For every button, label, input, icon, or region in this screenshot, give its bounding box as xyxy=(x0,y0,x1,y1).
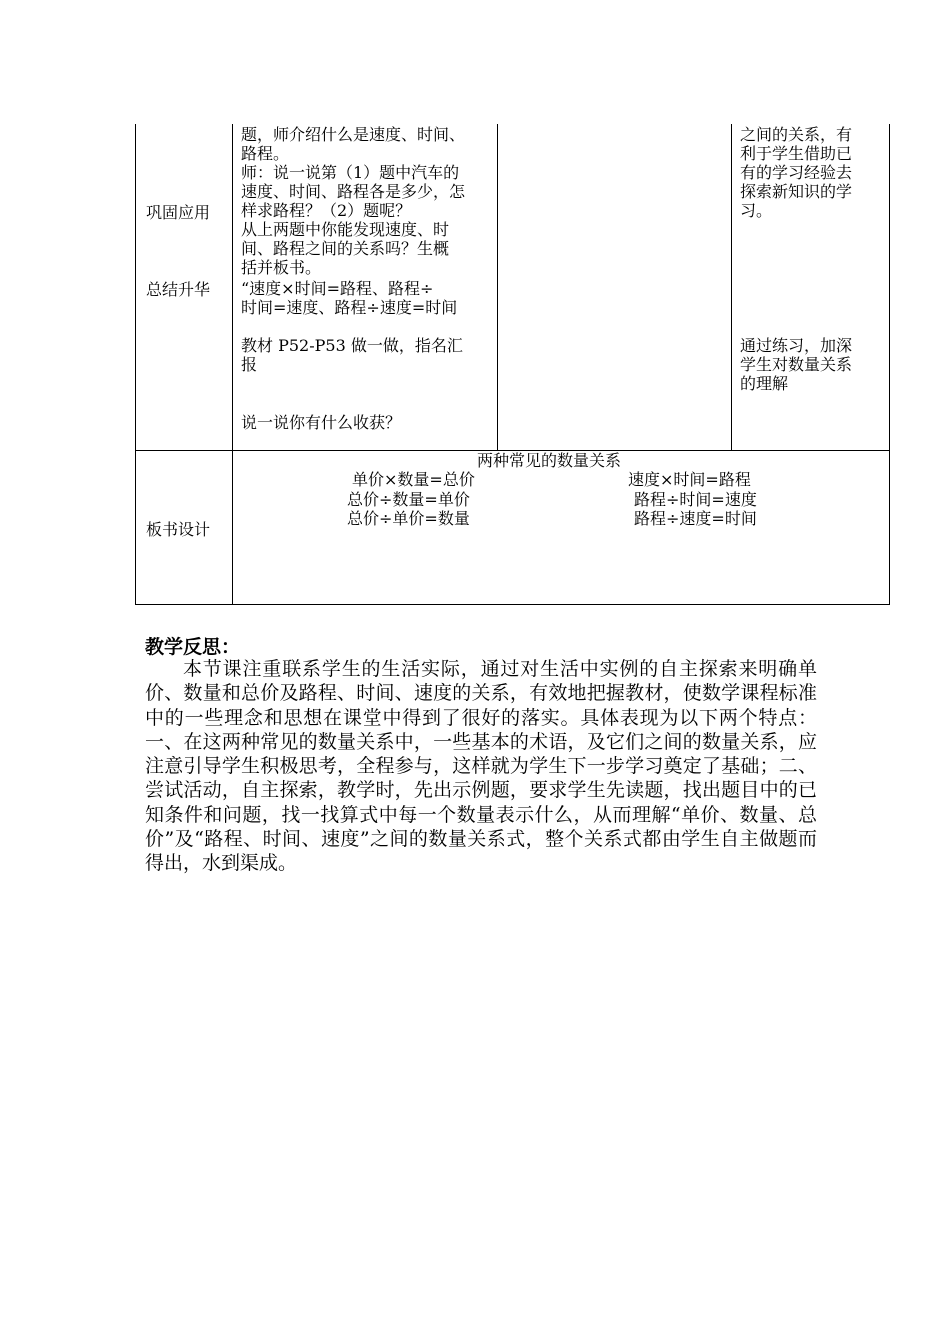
process-line: 路程。 xyxy=(241,144,290,163)
board-design-label: 板书设计 xyxy=(146,520,211,539)
table-col-divider-1 xyxy=(232,124,233,605)
intent-line: 之间的关系，有 xyxy=(740,125,853,144)
formula: 单价×数量=总价 xyxy=(352,470,475,489)
intent-line: 学生对数量关系 xyxy=(740,355,853,374)
intent-line: 探索新知识的学 xyxy=(740,182,853,201)
process-line: 师：说一说第（1）题中汽车的 xyxy=(241,163,460,182)
harvest-question: 说一说你有什么收获？ xyxy=(241,413,402,432)
process-line: 时间=速度、路程÷速度=时间 xyxy=(241,298,458,317)
table-col-divider-3 xyxy=(731,124,732,451)
process-line: “速度×时间=路程、路程÷ xyxy=(241,279,434,298)
exercise-line: 教材 P52-P53 做一做，指名汇 xyxy=(241,336,463,355)
stage-label-summary: 总结升华 xyxy=(146,280,211,299)
table-col-divider-2 xyxy=(497,124,498,451)
intent-line: 习。 xyxy=(740,201,773,220)
formula: 路程÷时间=速度 xyxy=(634,490,757,509)
table-border-right xyxy=(889,124,890,605)
formula: 总价÷数量=单价 xyxy=(347,490,470,509)
intent-line: 有的学习经验去 xyxy=(740,163,853,182)
intent-line: 通过练习，加深 xyxy=(740,336,853,355)
process-line: 间、路程之间的关系吗？生概 xyxy=(241,239,450,258)
reflection-body: 本节课注重联系学生的生活实际，通过对生活中实例的自主探索来明确单价、数量和总价及路程、时间、速度的关系，有效地把握教材，使数学课程标准中的一些理念和思想在课堂中得到了很好的落实。具体表现为以下两个特点：一、在这两种常见的数量关系中，一些基本的术语，及它们之间的数量关系，应注意引导学生积极思考，全程参与，这样就为学生下一步学习奠定了基础；二、尝试活动，自主探索，教学时，先出示例题，要求学生先读题，找出题目中的已知条件和问题，找一找算式中每一个数量表示什么，从而理解“单价、数量、总价”及“路程、时间、速度”之间的数量关系式，整个关系式都由学生自主做题而得出，水到渠成。 xyxy=(145,658,817,875)
process-line: 速度、时间、路程各是多少，怎 xyxy=(241,182,466,201)
board-title: 两种常见的数量关系 xyxy=(477,451,622,470)
formula: 速度×时间=路程 xyxy=(628,470,751,489)
intent-line: 利于学生借助已 xyxy=(740,144,853,163)
exercise-line: 报 xyxy=(241,355,258,374)
process-line: 题，师介绍什么是速度、时间、 xyxy=(241,125,466,144)
table-border-left xyxy=(135,124,136,605)
intent-line: 的理解 xyxy=(740,374,789,393)
reflection-title: 教学反思： xyxy=(145,636,241,658)
formula: 总价÷单价=数量 xyxy=(347,509,470,528)
process-line: 括并板书。 xyxy=(241,258,322,277)
stage-label-consolidate: 巩固应用 xyxy=(146,203,211,222)
process-line: 从上两题中你能发现速度、时 xyxy=(241,220,450,239)
process-line: 样求路程？（2）题呢？ xyxy=(241,201,412,220)
table-border-bottom xyxy=(135,604,890,605)
formula: 路程÷速度=时间 xyxy=(634,509,757,528)
